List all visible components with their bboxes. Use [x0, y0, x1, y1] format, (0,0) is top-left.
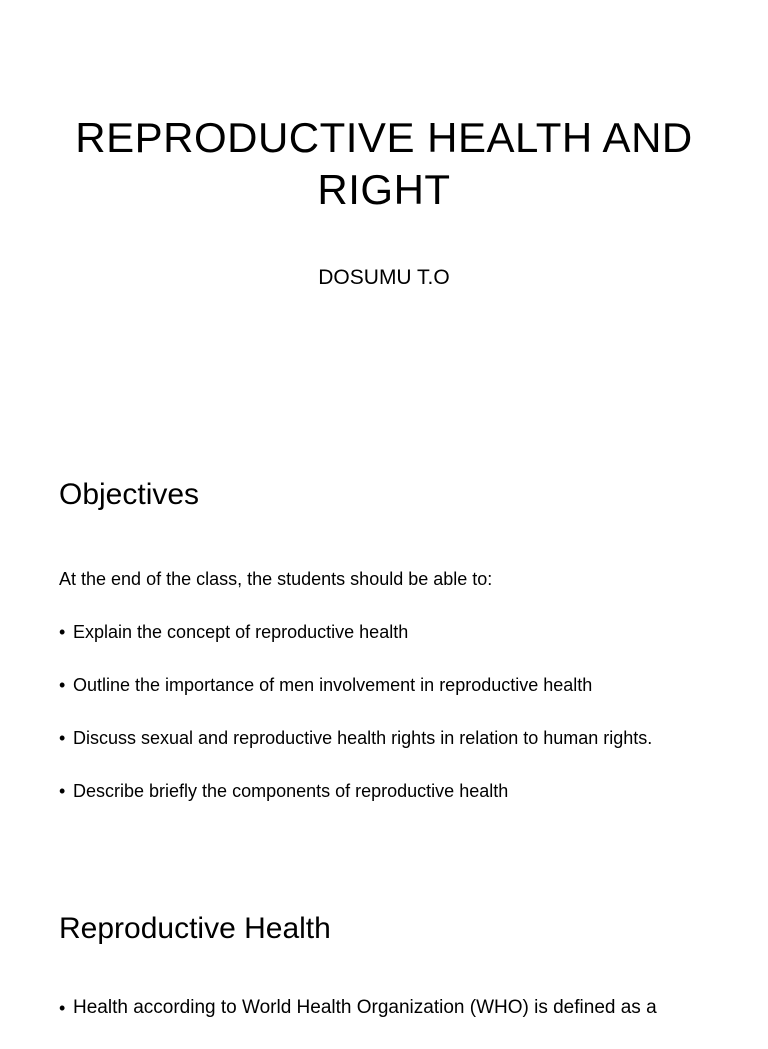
- objectives-intro: At the end of the class, the students should be able to:: [59, 569, 493, 589]
- deck-title: REPRODUCTIVE HEALTH AND RIGHT: [75, 114, 693, 213]
- objectives-heading: Objectives: [59, 478, 200, 511]
- bullet-icon: •: [59, 622, 66, 642]
- bullet-text: Outline the importance of men involvement in reproductive health: [73, 675, 593, 695]
- list-item: [59, 726, 738, 750]
- reproductive-health-list: [59, 996, 748, 1049]
- bullet-text: Describe briefly the components of reproductive health: [73, 781, 509, 801]
- bullet-text: Explain the concept of reproductive health: [73, 622, 409, 642]
- title-slide: [0, 0, 768, 432]
- list-item: [59, 996, 748, 1020]
- bullet-text: Health according to World Health Organization (WHO) is defined as a: [73, 997, 657, 1018]
- author-name: DOSUMU T.O: [318, 266, 450, 289]
- bullet-text: Discuss sexual and reproductive health rights in relation to human rights.: [73, 728, 653, 748]
- bullet-icon: •: [59, 728, 66, 748]
- list-item: [59, 673, 738, 697]
- list-item: [59, 779, 738, 803]
- reproductive-health-slide: [0, 864, 768, 1024]
- bullet-icon: •: [59, 675, 66, 695]
- bullet-icon: •: [59, 998, 66, 1018]
- reproductive-health-heading: Reproductive Health: [59, 912, 331, 945]
- objectives-slide: [0, 432, 768, 864]
- bullet-icon: •: [59, 781, 66, 801]
- objectives-list: [59, 620, 738, 832]
- list-item: [59, 620, 738, 644]
